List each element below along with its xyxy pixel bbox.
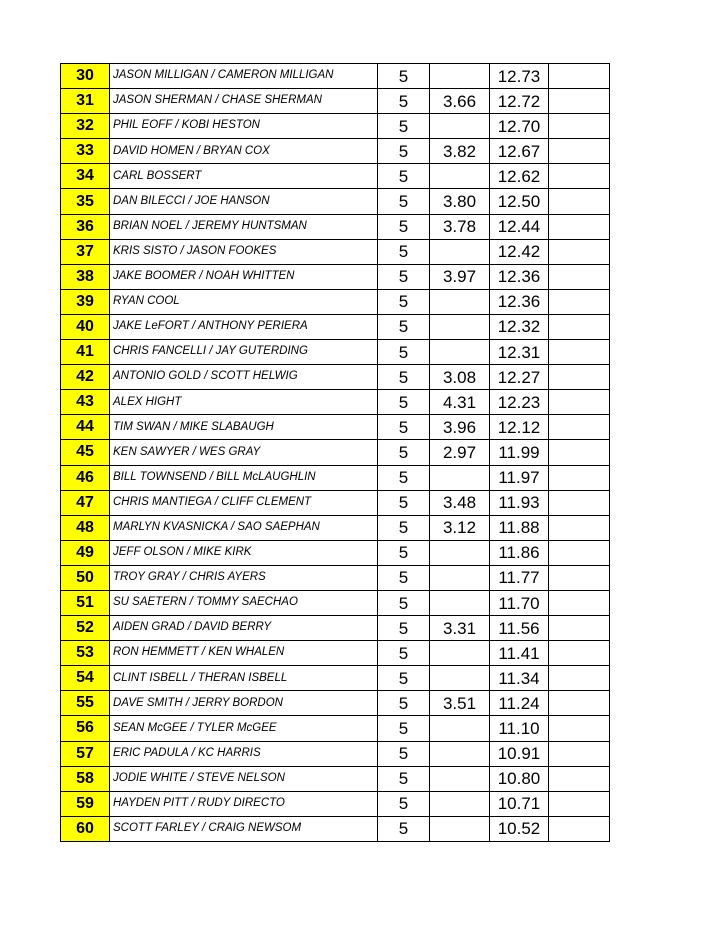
- rank-cell: 44: [61, 415, 110, 440]
- points-cell: 12.27: [490, 365, 549, 390]
- empty-cell: [549, 390, 610, 415]
- points-cell: 11.86: [490, 540, 549, 565]
- table-row: [61, 766, 610, 791]
- table-row: [61, 641, 610, 666]
- table-row: [61, 791, 610, 816]
- empty-cell: [549, 365, 610, 390]
- count-cell: 5: [378, 289, 430, 314]
- empty-cell: [549, 64, 610, 89]
- empty-cell: [549, 164, 610, 189]
- table-row: [61, 515, 610, 540]
- average-cell: [430, 565, 490, 590]
- points-cell: 12.73: [490, 64, 549, 89]
- count-cell: 5: [378, 691, 430, 716]
- rank-cell: 45: [61, 440, 110, 465]
- team-name-cell: JAKE BOOMER / NOAH WHITTEN: [110, 264, 378, 289]
- table-row: [61, 590, 610, 615]
- rank-cell: 60: [61, 816, 110, 841]
- points-cell: 10.71: [490, 791, 549, 816]
- rank-cell: 35: [61, 189, 110, 214]
- average-cell: [430, 741, 490, 766]
- count-cell: 5: [378, 515, 430, 540]
- average-cell: [430, 64, 490, 89]
- average-cell: [430, 314, 490, 339]
- count-cell: 5: [378, 791, 430, 816]
- points-cell: 11.97: [490, 465, 549, 490]
- average-cell: 3.82: [430, 139, 490, 164]
- points-cell: 12.12: [490, 415, 549, 440]
- team-name-cell: AIDEN GRAD / DAVID BERRY: [110, 616, 378, 641]
- team-name-cell: SEAN McGEE / TYLER McGEE: [110, 716, 378, 741]
- average-cell: 3.78: [430, 214, 490, 239]
- average-cell: [430, 791, 490, 816]
- rank-cell: 52: [61, 616, 110, 641]
- average-cell: [430, 114, 490, 139]
- rank-cell: 50: [61, 565, 110, 590]
- count-cell: 5: [378, 264, 430, 289]
- average-cell: 3.48: [430, 490, 490, 515]
- empty-cell: [549, 314, 610, 339]
- points-cell: 10.80: [490, 766, 549, 791]
- rank-cell: 42: [61, 365, 110, 390]
- empty-cell: [549, 139, 610, 164]
- points-cell: 11.10: [490, 716, 549, 741]
- rank-cell: 43: [61, 390, 110, 415]
- table-row: [61, 264, 610, 289]
- team-name-cell: JAKE LeFORT / ANTHONY PERIERA: [110, 314, 378, 339]
- table-row: [61, 565, 610, 590]
- count-cell: 5: [378, 89, 430, 114]
- team-name-cell: BRIAN NOEL / JEREMY HUNTSMAN: [110, 214, 378, 239]
- empty-cell: [549, 666, 610, 691]
- count-cell: 5: [378, 314, 430, 339]
- team-name-cell: RON HEMMETT / KEN WHALEN: [110, 641, 378, 666]
- team-name-cell: JASON MILLIGAN / CAMERON MILLIGAN: [110, 64, 378, 89]
- count-cell: 5: [378, 64, 430, 89]
- rank-cell: 41: [61, 340, 110, 365]
- points-cell: 12.32: [490, 314, 549, 339]
- table-row: [61, 89, 610, 114]
- empty-cell: [549, 289, 610, 314]
- count-cell: 5: [378, 114, 430, 139]
- average-cell: 2.97: [430, 440, 490, 465]
- table-row: [61, 114, 610, 139]
- average-cell: [430, 164, 490, 189]
- rank-cell: 31: [61, 89, 110, 114]
- table-row: [61, 666, 610, 691]
- empty-cell: [549, 791, 610, 816]
- rank-cell: 34: [61, 164, 110, 189]
- rank-cell: 59: [61, 791, 110, 816]
- points-cell: 11.56: [490, 616, 549, 641]
- average-cell: 3.80: [430, 189, 490, 214]
- empty-cell: [549, 465, 610, 490]
- rank-cell: 54: [61, 666, 110, 691]
- points-cell: 12.50: [490, 189, 549, 214]
- team-name-cell: RYAN COOL: [110, 289, 378, 314]
- team-name-cell: ALEX HIGHT: [110, 390, 378, 415]
- points-cell: 10.52: [490, 816, 549, 841]
- team-name-cell: MARLYN KVASNICKA / SAO SAEPHAN: [110, 515, 378, 540]
- count-cell: 5: [378, 641, 430, 666]
- empty-cell: [549, 691, 610, 716]
- empty-cell: [549, 766, 610, 791]
- team-name-cell: DAN BILECCI / JOE HANSON: [110, 189, 378, 214]
- rank-cell: 32: [61, 114, 110, 139]
- average-cell: 3.12: [430, 515, 490, 540]
- table-row: [61, 691, 610, 716]
- rank-cell: 53: [61, 641, 110, 666]
- average-cell: 3.51: [430, 691, 490, 716]
- count-cell: 5: [378, 440, 430, 465]
- count-cell: 5: [378, 214, 430, 239]
- team-name-cell: SU SAETERN / TOMMY SAECHAO: [110, 590, 378, 615]
- points-cell: 12.70: [490, 114, 549, 139]
- table-row: [61, 616, 610, 641]
- rank-cell: 36: [61, 214, 110, 239]
- table-row: [61, 164, 610, 189]
- team-name-cell: TROY GRAY / CHRIS AYERS: [110, 565, 378, 590]
- team-name-cell: JASON SHERMAN / CHASE SHERMAN: [110, 89, 378, 114]
- count-cell: 5: [378, 390, 430, 415]
- table-row: [61, 390, 610, 415]
- points-cell: 12.31: [490, 340, 549, 365]
- average-cell: [430, 641, 490, 666]
- count-cell: 5: [378, 666, 430, 691]
- rank-cell: 47: [61, 490, 110, 515]
- count-cell: 5: [378, 365, 430, 390]
- points-cell: 11.24: [490, 691, 549, 716]
- average-cell: 3.97: [430, 264, 490, 289]
- count-cell: 5: [378, 465, 430, 490]
- count-cell: 5: [378, 189, 430, 214]
- empty-cell: [549, 540, 610, 565]
- average-cell: [430, 289, 490, 314]
- average-cell: 3.31: [430, 616, 490, 641]
- team-name-cell: BILL TOWNSEND / BILL McLAUGHLIN: [110, 465, 378, 490]
- rank-cell: 49: [61, 540, 110, 565]
- points-cell: 11.88: [490, 515, 549, 540]
- count-cell: 5: [378, 741, 430, 766]
- points-cell: 11.41: [490, 641, 549, 666]
- empty-cell: [549, 816, 610, 841]
- count-cell: 5: [378, 490, 430, 515]
- rank-cell: 40: [61, 314, 110, 339]
- rank-cell: 37: [61, 239, 110, 264]
- average-cell: [430, 716, 490, 741]
- table-row: [61, 490, 610, 515]
- table-row: [61, 139, 610, 164]
- count-cell: 5: [378, 164, 430, 189]
- count-cell: 5: [378, 766, 430, 791]
- points-cell: 11.77: [490, 565, 549, 590]
- team-name-cell: TIM SWAN / MIKE SLABAUGH: [110, 415, 378, 440]
- table-row: [61, 289, 610, 314]
- count-cell: 5: [378, 816, 430, 841]
- empty-cell: [549, 716, 610, 741]
- points-cell: 12.36: [490, 264, 549, 289]
- average-cell: [430, 540, 490, 565]
- rank-cell: 30: [61, 64, 110, 89]
- results-table-body: [61, 64, 610, 842]
- team-name-cell: CARL BOSSERT: [110, 164, 378, 189]
- average-cell: 4.31: [430, 390, 490, 415]
- team-name-cell: JODIE WHITE / STEVE NELSON: [110, 766, 378, 791]
- table-row: [61, 365, 610, 390]
- empty-cell: [549, 440, 610, 465]
- rank-cell: 33: [61, 139, 110, 164]
- count-cell: 5: [378, 415, 430, 440]
- empty-cell: [549, 114, 610, 139]
- empty-cell: [549, 590, 610, 615]
- table-row: [61, 64, 610, 89]
- points-cell: 12.42: [490, 239, 549, 264]
- average-cell: 3.08: [430, 365, 490, 390]
- rank-cell: 39: [61, 289, 110, 314]
- empty-cell: [549, 239, 610, 264]
- team-name-cell: PHIL EOFF / KOBI HESTON: [110, 114, 378, 139]
- average-cell: [430, 465, 490, 490]
- team-name-cell: CLINT ISBELL / THERAN ISBELL: [110, 666, 378, 691]
- count-cell: 5: [378, 540, 430, 565]
- points-cell: 12.23: [490, 390, 549, 415]
- table-row: [61, 440, 610, 465]
- points-cell: 10.91: [490, 741, 549, 766]
- empty-cell: [549, 189, 610, 214]
- rank-cell: 57: [61, 741, 110, 766]
- empty-cell: [549, 340, 610, 365]
- count-cell: 5: [378, 340, 430, 365]
- table-row: [61, 239, 610, 264]
- average-cell: 3.96: [430, 415, 490, 440]
- average-cell: 3.66: [430, 89, 490, 114]
- empty-cell: [549, 741, 610, 766]
- empty-cell: [549, 565, 610, 590]
- empty-cell: [549, 490, 610, 515]
- empty-cell: [549, 515, 610, 540]
- points-cell: 11.34: [490, 666, 549, 691]
- points-cell: 11.70: [490, 590, 549, 615]
- points-cell: 11.99: [490, 440, 549, 465]
- count-cell: 5: [378, 565, 430, 590]
- empty-cell: [549, 264, 610, 289]
- table-row: [61, 540, 610, 565]
- table-row: [61, 716, 610, 741]
- empty-cell: [549, 89, 610, 114]
- team-name-cell: ERIC PADULA / KC HARRIS: [110, 741, 378, 766]
- team-name-cell: JEFF OLSON / MIKE KIRK: [110, 540, 378, 565]
- count-cell: 5: [378, 716, 430, 741]
- empty-cell: [549, 616, 610, 641]
- team-name-cell: CHRIS MANTIEGA / CLIFF CLEMENT: [110, 490, 378, 515]
- empty-cell: [549, 641, 610, 666]
- team-name-cell: HAYDEN PITT / RUDY DIRECTO: [110, 791, 378, 816]
- rank-cell: 51: [61, 590, 110, 615]
- rank-cell: 46: [61, 465, 110, 490]
- points-cell: 12.72: [490, 89, 549, 114]
- team-name-cell: DAVE SMITH / JERRY BORDON: [110, 691, 378, 716]
- points-cell: 11.93: [490, 490, 549, 515]
- count-cell: 5: [378, 239, 430, 264]
- count-cell: 5: [378, 590, 430, 615]
- rank-cell: 55: [61, 691, 110, 716]
- count-cell: 5: [378, 139, 430, 164]
- team-name-cell: ANTONIO GOLD / SCOTT HELWIG: [110, 365, 378, 390]
- table-row: [61, 415, 610, 440]
- team-name-cell: KEN SAWYER / WES GRAY: [110, 440, 378, 465]
- points-cell: 12.36: [490, 289, 549, 314]
- rank-cell: 38: [61, 264, 110, 289]
- average-cell: [430, 766, 490, 791]
- team-name-cell: SCOTT FARLEY / CRAIG NEWSOM: [110, 816, 378, 841]
- table-row: [61, 465, 610, 490]
- table-row: [61, 340, 610, 365]
- empty-cell: [549, 415, 610, 440]
- count-cell: 5: [378, 616, 430, 641]
- empty-cell: [549, 214, 610, 239]
- table-row: [61, 741, 610, 766]
- team-name-cell: DAVID HOMEN / BRYAN COX: [110, 139, 378, 164]
- points-cell: 12.67: [490, 139, 549, 164]
- table-row: [61, 189, 610, 214]
- points-cell: 12.62: [490, 164, 549, 189]
- rank-cell: 48: [61, 515, 110, 540]
- points-cell: 12.44: [490, 214, 549, 239]
- rank-cell: 58: [61, 766, 110, 791]
- results-table: [60, 63, 610, 842]
- average-cell: [430, 239, 490, 264]
- average-cell: [430, 340, 490, 365]
- team-name-cell: KRIS SISTO / JASON FOOKES: [110, 239, 378, 264]
- average-cell: [430, 590, 490, 615]
- table-row: [61, 816, 610, 841]
- table-row: [61, 314, 610, 339]
- team-name-cell: CHRIS FANCELLI / JAY GUTERDING: [110, 340, 378, 365]
- table-row: [61, 214, 610, 239]
- average-cell: [430, 816, 490, 841]
- average-cell: [430, 666, 490, 691]
- rank-cell: 56: [61, 716, 110, 741]
